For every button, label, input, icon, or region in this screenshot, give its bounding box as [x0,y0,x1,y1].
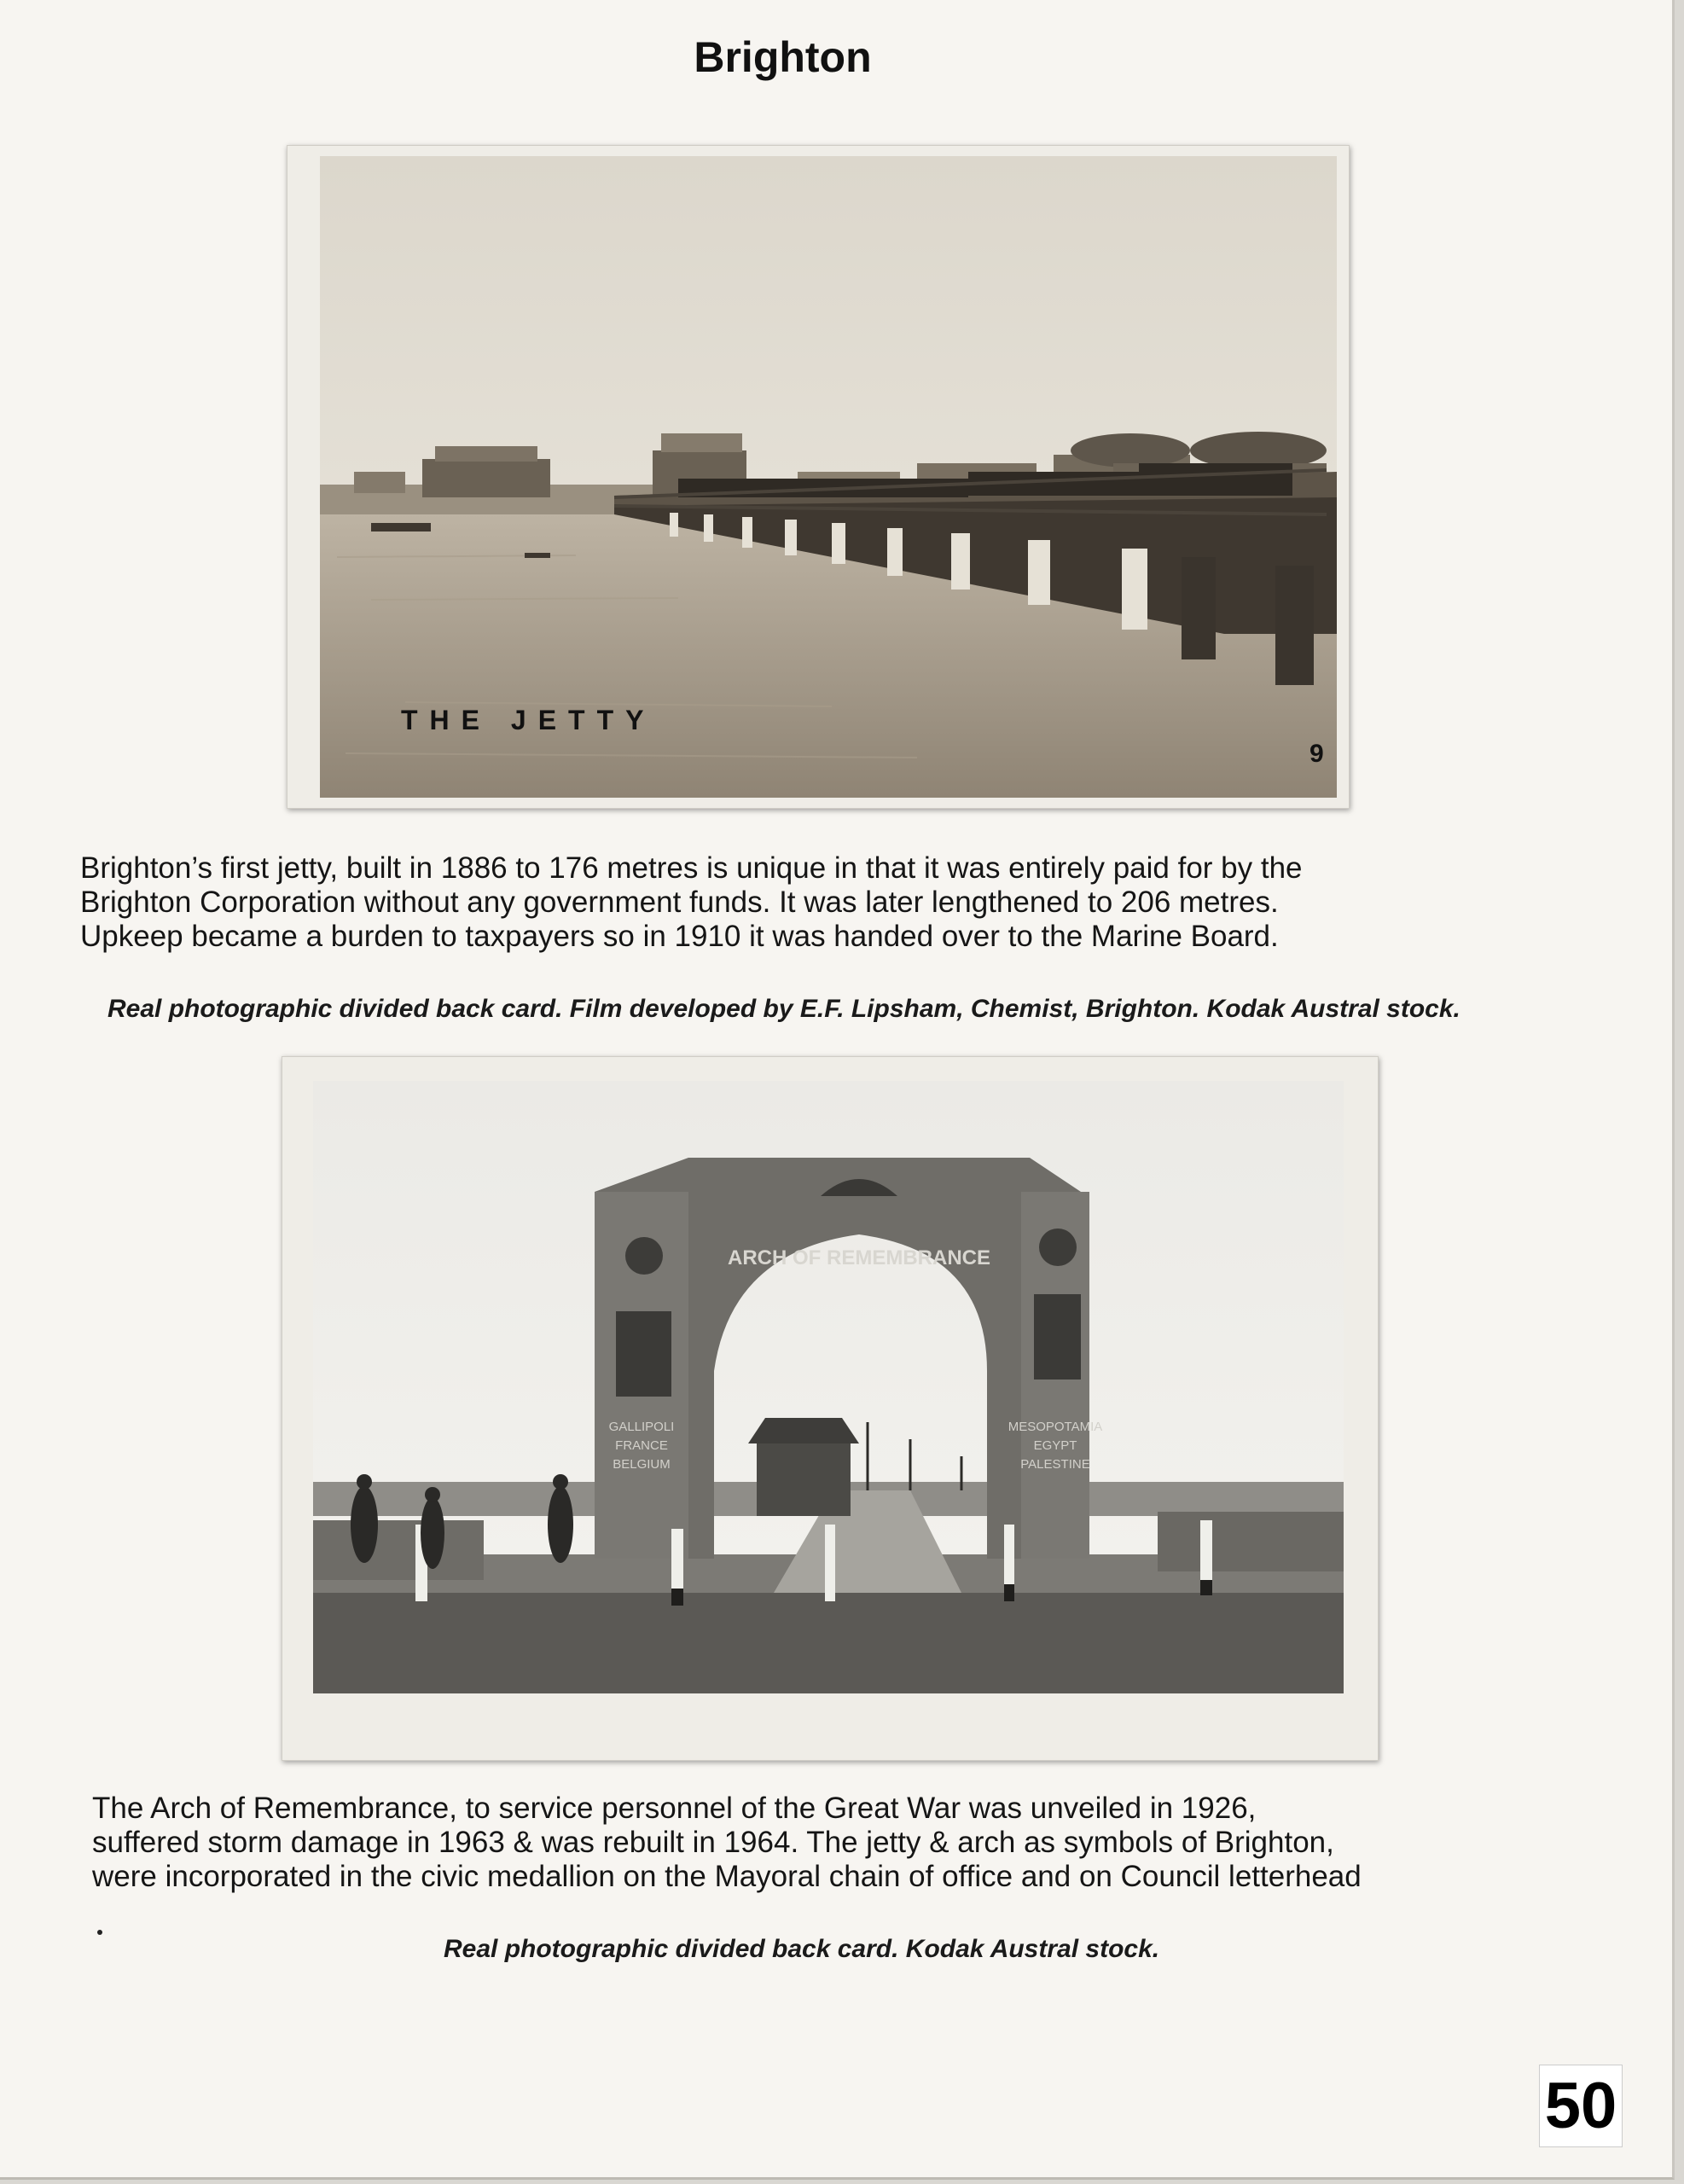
jetty-card-note: Real photographic divided back card. Film developed by E.F. Lipsham, Chemist, Brighton. Kodak Austral stock. [107,995,1460,1023]
jetty-inscription: THE JETTY [401,705,656,735]
arch-inscription: ARCH OF REMEMBRANCE [728,1246,990,1269]
stray-mark [97,1930,102,1935]
left-pier-text: GALLIPOLI [608,1420,675,1434]
page-title: Brighton [694,33,872,81]
arch-description [92,1792,1362,1894]
description-line: were incorporated in the civic medallion on the Mayoral chain of office and on Council letterhead [92,1860,1362,1893]
left-pier-text: BELGIUM [613,1457,671,1472]
description-line: suffered storm damage in 1963 & was rebuilt in 1964. The jetty & arch as symbols of Brighton, [92,1826,1334,1859]
description-line: Brighton’s first jetty, built in 1886 to 176 metres is unique in that it was entirely paid for by the [80,851,1303,885]
arch-photograph [313,1081,1344,1693]
description-line: The Arch of Remembrance, to service personnel of the Great War was unveiled in 1926, [92,1792,1257,1825]
page-number: 50 [1539,2065,1623,2147]
arch-card-note: Real photographic divided back card. Kodak Austral stock. [444,1935,1160,1963]
right-pier-text: MESOPOTAMIA [1007,1420,1103,1434]
arch-postcard [282,1056,1379,1761]
jetty-description [80,851,1303,954]
jetty-photograph [320,156,1337,798]
jetty-postcard [287,145,1350,809]
photo-number: 9 [1309,740,1324,768]
description-line: Brighton Corporation without any government funds. It was later lengthened to 206 metres. [80,886,1279,919]
description-line: Upkeep became a burden to taxpayers so in 1910 it was handed over to the Marine Board. [80,920,1279,953]
left-pier-text: FRANCE [615,1438,668,1453]
right-pier-text: EGYPT [1033,1438,1077,1453]
right-pier-text: PALESTINE [1020,1457,1090,1472]
